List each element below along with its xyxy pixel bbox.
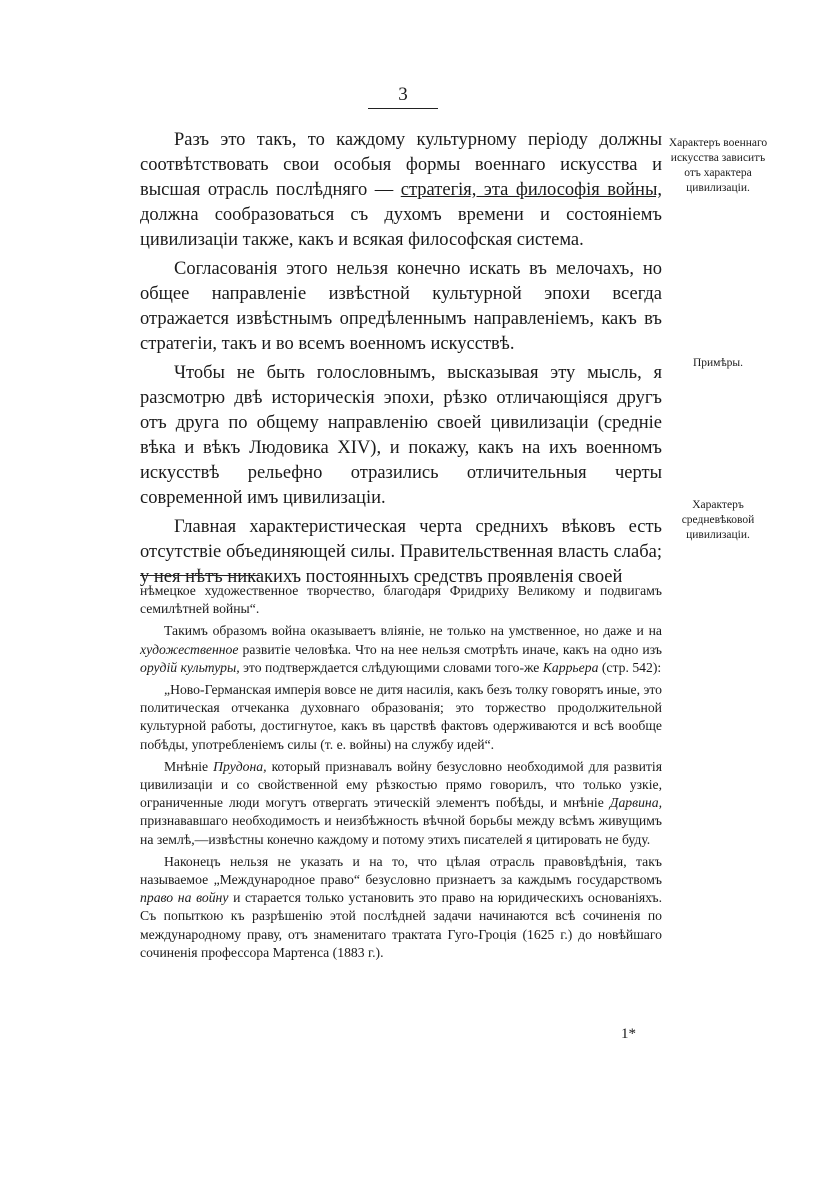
fn5-c: и старается только установить это право на юридическихъ основаніяхъ. Съ попыткою къ разрѣшенію этой послѣдней задачи начинаются всѣ сочиненія по международному праву, отъ знаменитаго трактата Гуго-Гроція (1625 г.) до новѣйшаго сочиненія профессора Мартенса (1883 г.).: [140, 890, 662, 960]
fn5-italic-b: право на войну: [140, 890, 229, 906]
margin-note-military-art: Характеръ военнаго искусства зависитъ отъ характера цивилизаціи.: [668, 137, 768, 194]
fn4-a: Мнѣніе: [164, 758, 214, 774]
fn2-g: (стр. 542):: [598, 659, 662, 675]
fn5-a: Наконецъ нельзя не указать и на то, что цѣлая отрасль правовѣдѣнія, такъ называемое „Международное право“ безусловно признаетъ за каждымъ государствомъ: [140, 853, 662, 888]
fn2-c: развитіе человѣка. Что на нее нельзя смотрѣть иначе, какъ на одно изъ: [238, 641, 662, 657]
main-paragraph-1: [140, 128, 662, 253]
p1-underlined-phrase: стратегія, эта философія войны,: [400, 180, 662, 200]
fn2-italic-f: Каррьера: [542, 659, 599, 675]
signature-mark: 1*: [621, 1026, 636, 1042]
page-number-rule: [368, 108, 438, 109]
main-paragraph-4: Главная характеристическая черта среднихъ вѣковъ есть отсутствіе объединяющей силы. Правительственная власть слаба; у нея нѣтъ никакихъ постоянныхъ средствъ проявленія своей: [140, 517, 662, 587]
main-paragraph-2: Согласованія этого нельзя конечно искать въ мелочахъ, но общее направленіе извѣстной культурной эпохи всегда отражается извѣстнымъ опредѣленнымъ направленіемъ, какъ въ стратегіи, такъ и во всемъ военномъ искусствѣ.: [140, 259, 662, 354]
footnote-paragraph-3: „Ново-Германская имперія вовсе не дитя насилія, какъ безъ толку говорятъ иные, это политическая отчеканка духовнаго образованія; это торжество продолжительной культурной работы, достигнутое, какъ въ царствѣ фактовъ одерживаются и всѣ вообще побѣды, употребленіемъ силы (т. е. войны) на службу идей“.: [140, 682, 662, 752]
fn4-italic-b: Прудона,: [213, 758, 267, 774]
fn2-a: Такимъ образомъ война оказываетъ вліяніе, не только на умственное, но даже и на: [164, 623, 662, 639]
footnote-continuation: нѣмецкое художественное творчество, благодаря Фридриху Великому и подвигамъ семилѣтней войны“.: [140, 583, 662, 617]
fn4-c: который признавалъ войну безусловно необходимой для развитія цивилизаціи и со свойственной ему рѣзкостью прямо говорилъ, что только узкіе, ограниченные люди могутъ отвергать этическій элементъ побѣды, и мнѣніе: [140, 758, 662, 811]
footnote-paragraph-2: [140, 622, 662, 677]
p1-text-start: Разъ это такъ, то каждому культурному періоду должны соотвѣтствовать свои особыя формы военнаго искусства и высшая отрасль послѣдняго —: [140, 130, 662, 200]
main-text: [140, 128, 662, 594]
margin-note-examples: Примѣры.: [692, 357, 744, 369]
fn2-italic-d: орудій культуры,: [140, 659, 240, 675]
footnotes: [140, 582, 662, 966]
fn2-e: это подтверждается слѣдующими словами того-же: [239, 659, 543, 675]
footnote-paragraph-5: [140, 853, 662, 962]
footnote-rule: [140, 575, 260, 576]
margin-note-medieval: Характеръ средневѣковой цивилизаціи.: [681, 499, 755, 541]
main-paragraph-3: Чтобы не быть голословнымъ, высказывая эту мысль, я разсмотрю двѣ историческія эпохи, рѣзко отличающіяся другъ отъ друга по общему направленію своей цивилизаціи (средніе вѣка и вѣкъ Людовика XIV), и покажу, какъ на ихъ военномъ искусствѣ рельефно отразились отличительныя черты современной имъ цивилизаціи.: [140, 363, 662, 508]
fn2-italic-b: художественное: [140, 641, 239, 657]
p1-text-end: должна сообразоваться съ духомъ времени и состояніемъ цивилизаціи также, какъ и всякая философская система.: [140, 205, 662, 250]
fn4-e: признававшаго необходимость и неизбѣжность вѣчной борьбы между всѣмъ живущимъ на землѣ,—извѣстны конечно каждому и потому этихъ писателей я цитировать не буду.: [140, 813, 662, 847]
fn4-italic-d: Дарвина,: [609, 795, 662, 811]
footnote-paragraph-4: [140, 758, 662, 849]
page-number: 3: [398, 84, 408, 105]
